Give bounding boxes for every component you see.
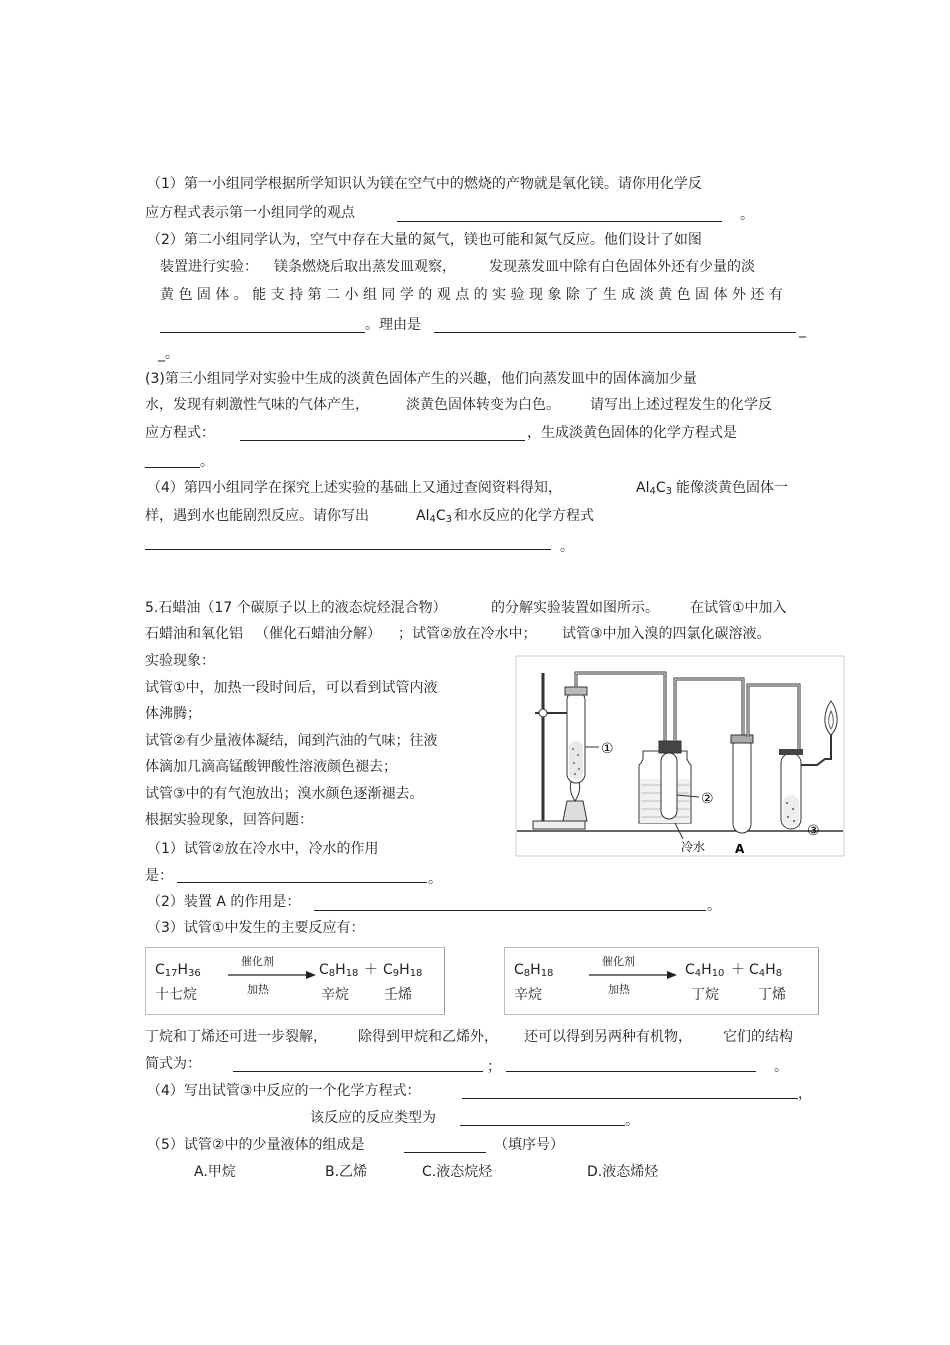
reaction2-heat: 加热 [608,983,630,996]
q5-intro1c: 在试管①中加入 [690,600,787,616]
q5-s1b: 是： [145,868,173,884]
q4-p4-line2b: 和水反应的化学方程式 [454,508,594,524]
q5-s4-end: 。 [625,1113,639,1129]
q5-answer-lead: 根据实验现象，回答问题： [145,812,313,828]
q5-obs2b: 体滴加几滴高锰酸钾酸性溶液颜色褪去； [145,759,397,775]
reaction2-name-product2: 丁烯 [758,987,786,1003]
reaction2-arrow [589,970,677,980]
fig-label-a: A [735,842,745,856]
q4-p1-end: 。 [740,207,754,223]
q4-p2-tail: _。 [158,346,179,362]
reaction2-name-reactant: 辛烷 [514,987,542,1003]
q5-s5-hint: （填序号） [494,1137,564,1153]
q5-s1-end: 。 [428,871,442,887]
reaction2-product2: $C_4H_8$ [749,962,783,979]
answer-blank-q5-4a[interactable] [462,1080,798,1099]
reaction1-product1: $C_8H_{18}$ [319,962,359,979]
q5-s2-end: 。 [707,898,721,914]
fig-label-cold-water: 冷水 [681,840,706,854]
q4-p3-line3a: 应方程式： [145,425,215,441]
reaction1-arrow [228,970,316,980]
q5-crack1a: 丁烷和丁烯还可进一步裂解， [145,1029,327,1045]
answer-blank-q4-1[interactable] [397,203,722,222]
answer-blank-q5-1[interactable] [177,864,427,883]
q4-p2-line1: （2）第二小组同学认为，空气中存在大量的氮气，镁也可能和氮气反应。他们设计了如图 [147,232,702,248]
reaction1-reactant: $C_{17}H_{36}$ [155,962,201,979]
option-b: B.乙烯 [325,1164,368,1180]
q5-crack2: 简式为： [145,1056,201,1072]
q4-p2-line2a: 装置进行实验： [160,259,258,275]
reaction-box-2 [504,947,819,1015]
q5-intro2b: （催化石蜡油分解） [255,626,381,642]
answer-blank-q5-2[interactable] [314,892,706,911]
reaction1-heat: 加热 [247,983,269,996]
q5-s4b: 该反应的反应类型为 [310,1110,436,1126]
q5-obs-title: 实验现象： [145,653,215,669]
q4-p4-line1a: （4）第四小组同学在探究上述实验的基础上又通过查阅资料得知， [147,480,562,496]
al4c3-formula: $Al_4C_3$ [636,480,672,497]
q5-obs3: 试管③中的有气泡放出；溴水颜色逐渐褪去。 [145,786,424,802]
q5-crack-sep: ； [487,1059,501,1075]
answer-blank-q4-2b[interactable] [434,314,796,333]
q4-p3-end: 。 [200,454,214,470]
q4-p2-line3: 黄 色 固 体 。 能 支 持 第 二 小 组 同 学 的 观 点 的 实 验 现 象 除 了 生 成 淡 黄 色 固 体 外 还 有 [160,287,783,303]
reaction1-catalyst: 催化剂 [241,955,274,968]
q5-intro2d: 试管③中加入溴的四氯化碳溶液。 [562,626,771,642]
answer-blank-q5-5[interactable] [404,1134,486,1153]
q5-intro1a: 5.石蜡油（17 个碳原子以上的液态烷烃混合物） [145,600,447,616]
q5-obs2a: 试管②有少量液体凝结，闻到汽油的气味；往液 [145,733,438,749]
q5-crack1d: 它们的结构 [723,1029,793,1045]
q4-p3-line1: (3)第三小组同学对实验中生成的淡黄色固体产生的兴趣，他们向蒸发皿中的固体滴加少量 [145,371,697,387]
reaction1-name-reactant: 十七烷 [155,987,197,1003]
q5-s5: （5）试管②中的少量液体的组成是 [147,1137,365,1153]
reaction2-catalyst: 催化剂 [602,955,635,968]
fig-label-2: ② [701,791,714,807]
q5-crack1b: 除得到甲烷和乙烯外， [358,1029,498,1045]
q4-p2-reason: 。理由是 [365,317,421,333]
answer-blank-q4-2a[interactable] [160,314,365,333]
q4-p2-line2c: 发现蒸发皿中除有白色固体外还有少量的淡 [489,259,755,275]
answer-blank-q5-3b[interactable] [506,1053,756,1072]
q4-p1-line2: 应方程式表示第一小组同学的观点 [145,205,355,221]
reaction1-name-product1: 辛烷 [321,987,349,1003]
reaction1-product2: $C_9H_{18}$ [383,962,423,979]
q4-p3-line2a: 水，发现有刺激性气味的气体产生， [145,397,369,413]
reaction1-plus: ＋ [364,962,378,978]
option-d: D.液态烯烃 [587,1164,659,1180]
q5-crack1c: 还可以得到另两种有机物， [524,1029,692,1045]
answer-blank-q4-3b[interactable] [145,449,200,468]
q4-p1-line1: （1）第一小组同学根据所学知识认为镁在空气中的燃烧的产物就是氧化镁。请你用化学反 [147,176,702,192]
reaction2-plus: ＋ [731,962,745,978]
q5-intro2c: ；试管②放在冷水中； [398,626,537,642]
q4-p4-line1b: 能像淡黄色固体一 [676,480,788,496]
cracking-apparatus-figure [515,655,845,857]
q5-crack-end: 。 [774,1059,788,1075]
q5-s3: （3）试管①中发生的主要反应有： [147,920,365,936]
q5-intro2a: 石蜡油和氧化铝 [145,626,243,642]
q4-p2-line2b: 镁条燃烧后取出蒸发皿观察， [274,259,456,275]
q5-obs1b: 体沸腾； [145,706,201,722]
reaction2-name-product1: 丁烷 [691,987,719,1003]
reaction1-name-product2: 壬烯 [384,987,412,1003]
q5-s2: （2）装置 A 的作用是： [147,894,301,910]
fig-label-3: ③ [807,823,820,839]
q4-p3-line2b: 淡黄色固体转变为白色。 [406,397,560,413]
option-c: C.液态烷烃 [422,1164,493,1180]
answer-blank-q4-3a[interactable] [240,422,525,441]
q4-p3-line2c: 请写出上述过程发生的化学反 [590,397,772,413]
q5-intro1b: 的分解实验装置如图所示。 [491,600,659,616]
option-a: A.甲烷 [194,1164,236,1180]
answer-blank-q4-4[interactable] [145,531,551,550]
reaction2-product1: $C_4H_{10}$ [685,962,725,979]
reaction-box-1 [145,947,445,1015]
q5-s4-comma: ， [798,1086,812,1102]
q5-s1a: （1）试管②放在冷水中，冷水的作用 [147,841,379,857]
q4-p4-end: 。 [560,539,574,555]
al4c3-formula-2: $Al_4C_3$ [416,508,452,525]
q5-s4: （4）写出试管③中反应的一个化学方程式： [147,1083,421,1099]
q4-p3-line3b: ，生成淡黄色固体的化学方程式是 [527,425,737,441]
q4-p4-line2a: 样，遇到水也能剧烈反应。请你写出 [145,508,369,524]
answer-blank-q5-3a[interactable] [233,1053,483,1072]
q4-p2-dash: _ [799,322,806,338]
answer-blank-q5-4b[interactable] [460,1107,625,1126]
q5-obs1a: 试管①中，加热一段时间后，可以看到试管内液 [145,680,438,696]
reaction2-reactant: $C_8H_{18}$ [514,962,554,979]
fig-label-1: ① [601,741,614,757]
